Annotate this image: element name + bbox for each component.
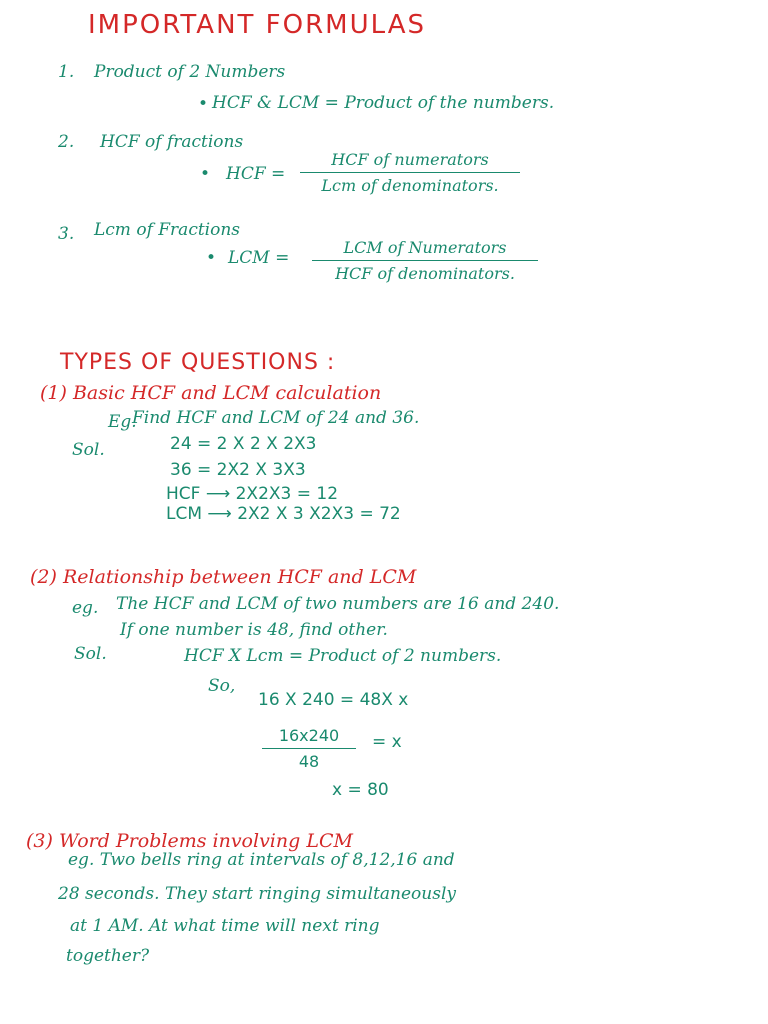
formula-2-numerator: HCF of numerators — [331, 150, 489, 169]
q2-eg-label: eg. — [72, 598, 99, 618]
q3-line-2: 28 seconds. They start ringing simultaneously — [58, 884, 457, 904]
q1-line-2: 36 = 2X2 X 3X3 — [170, 460, 306, 480]
formula-3-number: 3. — [58, 224, 75, 244]
formula-2-bullet: • — [200, 164, 211, 184]
q1-heading: (1) Basic HCF and LCM calculation — [40, 382, 382, 404]
fraction-bar — [312, 260, 538, 261]
fraction-bar — [300, 172, 520, 173]
q2-eg-line-1: The HCF and LCM of two numbers are 16 and 240. — [116, 594, 560, 614]
formula-2-lhs: HCF = — [226, 164, 286, 184]
q1-sol-label: Sol. — [72, 440, 105, 460]
formula-1-heading: Product of 2 Numbers — [94, 62, 286, 82]
fraction-bar — [262, 748, 356, 749]
q1-line-1: 24 = 2 X 2 X 2X3 — [170, 434, 317, 454]
formula-1-bullet: • — [198, 94, 209, 114]
formula-2-denominator: Lcm of denominators. — [321, 176, 499, 196]
q1-eg-text: Find HCF and LCM of 24 and 36. — [132, 408, 420, 428]
q1-eg-label: Eg. — [108, 412, 137, 432]
formula-2-number: 2. — [58, 132, 75, 152]
formula-3-numerator: LCM of Numerators — [343, 238, 507, 257]
formula-1-number: 1. — [58, 62, 75, 82]
q2-answer: x = 80 — [332, 780, 389, 800]
formula-2-fraction — [300, 150, 520, 195]
formula-3-fraction — [312, 238, 538, 283]
q2-sol-label: Sol. — [74, 644, 107, 664]
q2-line-2: 16 X 240 = 48X x — [258, 690, 409, 710]
q2-fraction-denominator: 48 — [298, 752, 320, 772]
q2-eg-line-2: If one number is 48, find other. — [120, 620, 388, 640]
formula-2-heading: HCF of fractions — [100, 132, 244, 152]
formula-1-line: HCF & LCM = Product of the numbers. — [212, 93, 555, 113]
q2-so: So, — [208, 676, 236, 696]
q2-heading: (2) Relationship between HCF and LCM — [30, 566, 417, 588]
q3-heading: (3) Word Problems involving LCM — [26, 830, 353, 852]
q3-line-1: eg. Two bells ring at intervals of 8,12,16 and — [68, 850, 455, 870]
page-title: IMPORTANT FORMULAS — [88, 10, 426, 40]
q2-fraction — [262, 726, 356, 771]
q2-line-1: HCF X Lcm = Product of 2 numbers. — [184, 646, 502, 666]
q3-line-3: at 1 AM. At what time will next ring — [70, 916, 380, 936]
q2-fraction-rhs: = x — [372, 732, 402, 752]
questions-title: TYPES OF QUESTIONS : — [60, 350, 336, 375]
formula-3-bullet: • — [206, 248, 217, 268]
q1-line-4: LCM ⟶ 2X2 X 3 X2X3 = 72 — [166, 504, 401, 524]
formula-3-lhs: LCM = — [228, 248, 290, 268]
formula-3-denominator: HCF of denominators. — [335, 264, 515, 284]
q1-line-3: HCF ⟶ 2X2X3 = 12 — [166, 484, 339, 504]
formula-3-heading: Lcm of Fractions — [94, 220, 241, 240]
q3-line-4: together? — [66, 946, 150, 966]
q2-fraction-numerator: 16x240 — [278, 726, 340, 745]
